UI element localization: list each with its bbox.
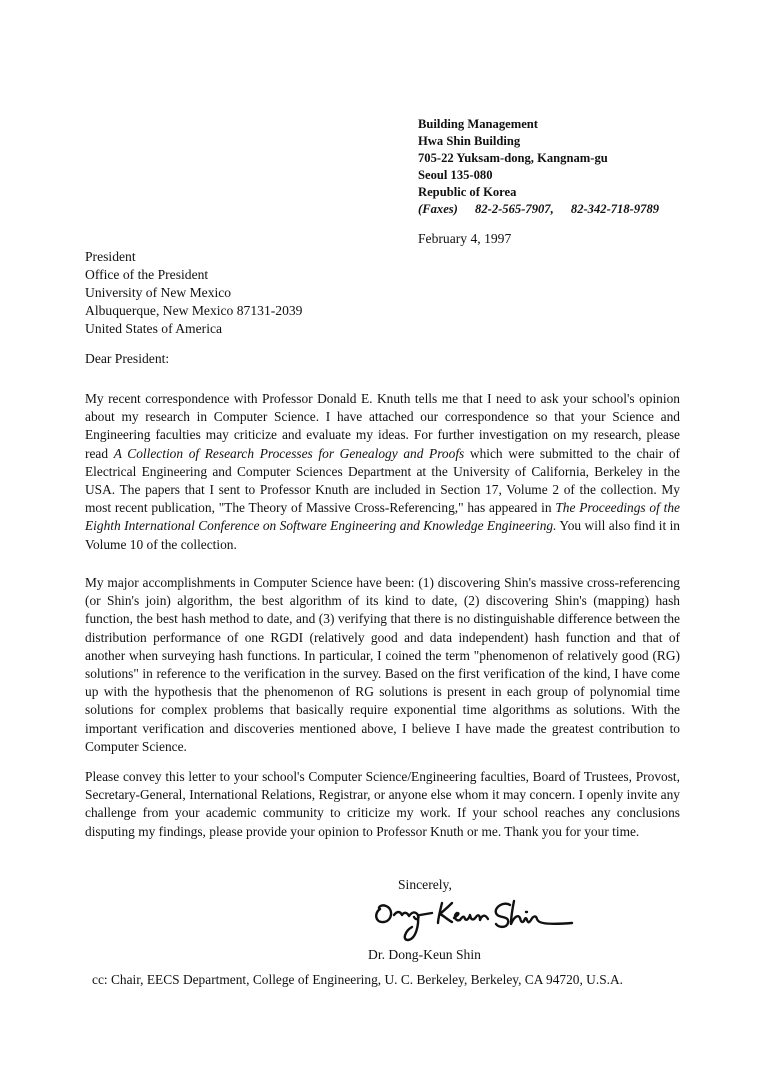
sender-line: Building Management: [418, 117, 539, 131]
letter-date: February 4, 1997: [418, 231, 512, 246]
sender-address-block: [418, 116, 659, 218]
recipient-line: University of New Mexico: [85, 285, 232, 300]
sender-line: Hwa Shin Building: [418, 134, 521, 148]
proceedings-title: The Proceedings of the Eighth International Conference on Software Engineering and Knowledge Engineering.: [85, 500, 680, 534]
book-title: A Collection of Research Processes for Genealogy and Proofs: [113, 445, 465, 461]
signer-name: Dr. Dong-Keun Shin: [368, 947, 481, 962]
paragraph-text: My recent correspondence with Professor Donald E. Knuth tells me that I need to ask your school's opinion about my research in Computer Science. I have attached our correspondence so that your Science and Engineering faculties may criticize and evaluate my ideas. For further investigation on my research, please read: [85, 391, 680, 461]
body-paragraph-2: My major accomplishments in Computer Science have been: (1) discovering Shin's massive cross-referencing (or Shin's join) algorithm, the best algorithm of its kind to date, (2) discovering Shin's (mapping) hash function, the best hash method to date, and (3) verifying that there is no distinguishable difference between the distribution performance of one RGDI (relatively good and data independent) hash function and that of another when surveying hash functions. In particular, I coined the term "phenomenon of relatively good (RG) solutions" in reference to the verification in the survey. Based on the first verification of the kind, I have come up with the hypothesis that the phenomenon of RG solutions is present in each group of polynomial time solutions for complex problems that basically require exponential time algorithms as solutions. With the important verification and discoveries mentioned above, I believe I have made the greatest contribution to Computer Science.: [85, 575, 680, 754]
sender-line: Seoul 135-080: [418, 168, 493, 182]
handwritten-signature: [372, 893, 592, 945]
sender-line: Republic of Korea: [418, 185, 517, 199]
recipient-line: United States of America: [85, 321, 223, 336]
recipient-line: President: [85, 249, 136, 264]
salutation: Dear President:: [85, 351, 170, 366]
fax-label: (Faxes): [418, 202, 458, 216]
closing: Sincerely,: [398, 877, 452, 892]
fax-number: 82-2-565-7907,: [475, 202, 554, 216]
paragraph-text: You will also find it in Volume 10 of the collection.: [85, 518, 681, 552]
sender-fax-line: [418, 201, 659, 218]
carbon-copy-line: cc: Chair, EECS Department, College of Engineering, U. C. Berkeley, Berkeley, CA 94720, U.S.A.: [92, 972, 624, 987]
body-paragraph-1: [85, 390, 680, 554]
recipient-address-block: [85, 248, 302, 338]
recipient-line: Office of the President: [85, 267, 209, 282]
fax-number: 82-342-718-9789: [570, 202, 660, 216]
sender-line: 705-22 Yuksam-dong, Kangnam-gu: [418, 151, 608, 165]
body-paragraph-3: Please convey this letter to your school's Computer Science/Engineering faculties, Board of Trustees, Provost, Secretary-General, International Relations, Registrar, or anyone else whom it may concern. I openly invite any challenge from your academic community to criticize my work. If your school reaches any conclusions disputing my findings, please provide your opinion to Professor Knuth or me. Thank you for your time.: [85, 769, 680, 839]
recipient-line: Albuquerque, New Mexico 87131-2039: [85, 303, 303, 318]
paragraph-text: which were submitted to the chair of Electrical Engineering and Computer Sciences Department at the University of California, Berkeley in the USA. The papers that I sent to Professor Knuth are included in Section 17, Volume 2 of the collection. My most recent publication, "The Theory of Massive Cross-Referencing," has appeared in: [85, 445, 680, 516]
